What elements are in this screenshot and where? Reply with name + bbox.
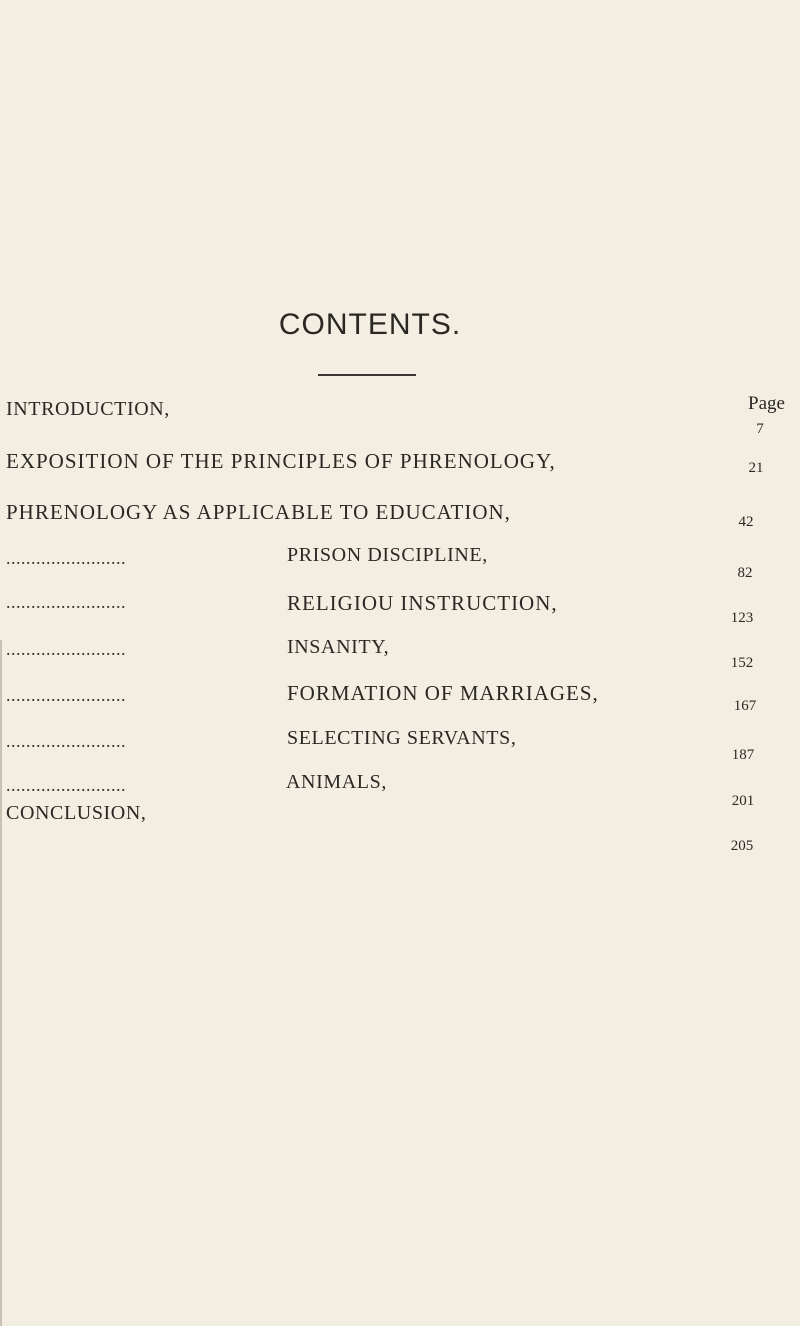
toc-page-introduction: 7 (756, 421, 764, 437)
toc-page-conclusion: 205 (730, 838, 754, 854)
toc-entry-introduction: INTRODUCTION, (6, 398, 170, 420)
toc-entry-insanity: INSANITY, (287, 636, 390, 658)
toc-page-formation-of-marriages: 167 (733, 698, 757, 714)
toc-page-exposition: 21 (748, 460, 764, 476)
toc-leader-marriages: ........................ (6, 685, 126, 705)
toc-leader-servants: ........................ (6, 731, 126, 751)
toc-entry-exposition: EXPOSITION OF THE PRINCIPLES OF PHRENOLOGY, (6, 449, 556, 473)
toc-leader-prison: ........................ (6, 548, 126, 568)
toc-entry-formation-of-marriages: FORMATION OF MARRIAGES, (287, 681, 599, 705)
toc-entry-selecting-servants: SELECTING SERVANTS, (287, 727, 517, 749)
toc-leader-animals: ........................ (6, 775, 126, 795)
page-edge-shadow (0, 640, 2, 1326)
toc-entry-education: PHRENOLOGY AS APPLICABLE TO EDUCATION, (6, 500, 511, 524)
toc-page-education: 42 (738, 514, 754, 530)
page-title: CONTENTS. (278, 308, 462, 341)
toc-entry-conclusion: CONCLUSION, (6, 802, 147, 824)
toc-entry-prison-discipline: PRISON DISCIPLINE, (287, 544, 488, 566)
page-column-label: Page (748, 393, 785, 414)
toc-leader-insanity: ........................ (6, 639, 126, 659)
toc-page-animals: 201 (731, 793, 755, 809)
toc-leader-religious: ........................ (6, 592, 126, 612)
title-rule (318, 374, 416, 376)
toc-page-insanity: 152 (730, 655, 754, 671)
toc-page-prison-discipline: 82 (737, 565, 753, 581)
toc-entry-religious-instruction: RELIGIOU INSTRUCTION, (287, 591, 558, 615)
toc-page-religious-instruction: 123 (730, 610, 754, 626)
toc-page-selecting-servants: 187 (731, 747, 755, 763)
toc-entry-animals: ANIMALS, (286, 771, 387, 793)
